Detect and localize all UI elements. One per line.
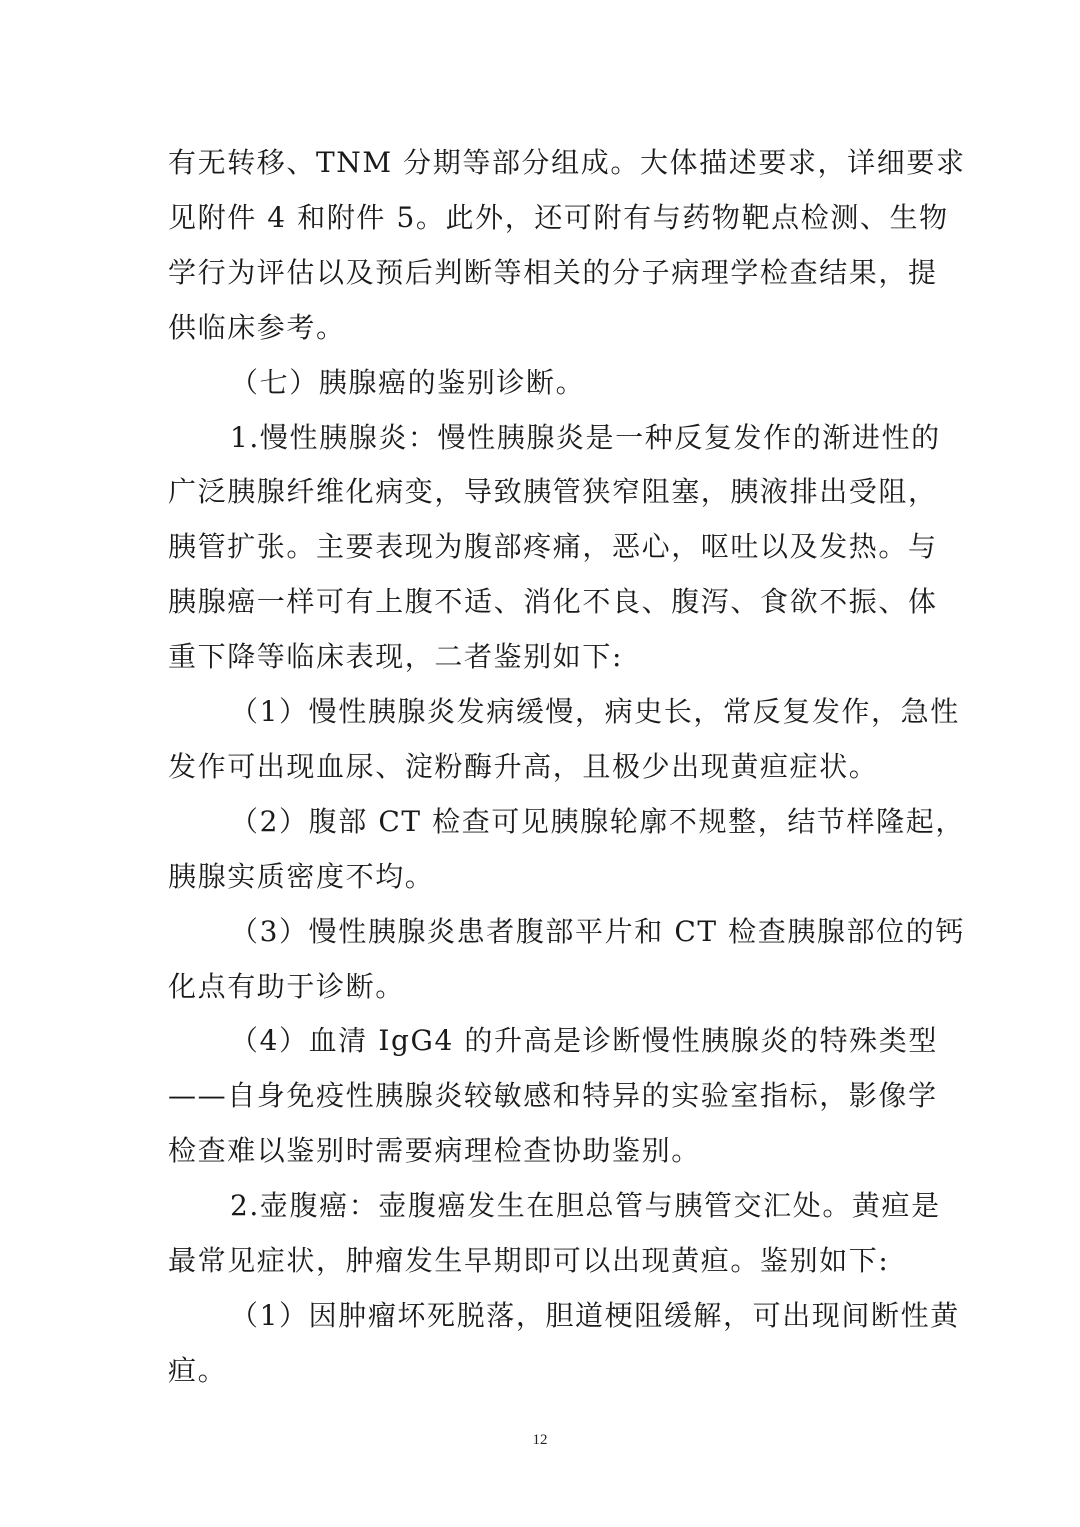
- text-line: 胰腺实质密度不均。: [168, 859, 435, 893]
- text-line: ——自身免疫性胰腺炎较敏感和特异的实验室指标，影像学: [168, 1079, 938, 1113]
- text-line: （3）慢性胰腺炎患者腹部平片和 CT 检查胰腺部位的钙: [230, 914, 965, 948]
- text-line: 重下降等临床表现，二者鉴别如下:: [168, 640, 624, 674]
- text-line: 最常见症状，肿瘤发生早期即可以出现黄疸。鉴别如下:: [168, 1244, 890, 1277]
- page-number: 12: [532, 1432, 548, 1448]
- text-line: 化点有助于诊断。: [168, 969, 405, 1003]
- text-line: 发作可出现血尿、淀粉酶升高，且极少出现黄疸症状。: [168, 749, 879, 783]
- text-line: 胰腺癌一样可有上腹不适、消化不良、腹泻、食欲不振、体: [168, 585, 938, 619]
- text-line: （1）慢性胰腺炎发病缓慢，病史长，常反复发作，急性: [230, 695, 960, 728]
- text-line: 2.壶腹癌：壶腹癌发生在胆总管与胰管交汇处。黄疸是: [230, 1189, 941, 1223]
- text-line: 广泛胰腺纤维化病变，导致胰管狭窄阻塞，胰液排出受阻，: [168, 475, 938, 509]
- text-line: （2）腹部 CT 检查可见胰腺轮廓不规整，结节样隆起，: [230, 804, 965, 838]
- text-line: 有无转移、TNM 分期等部分组成。大体描述要求，详细要求: [168, 146, 966, 179]
- text-line: 1.慢性胰腺炎：慢性胰腺炎是一种反复发作的渐进性的: [230, 420, 941, 454]
- text-line: 胰管扩张。主要表现为腹部疼痛，恶心，呕吐以及发热。与: [168, 530, 938, 564]
- text-line: （1）因肿瘤坏死脱落，胆道梗阻缓解，可出现间断性黄: [230, 1298, 960, 1332]
- text-line: 见附件 4 和附件 5。此外，还可附有与药物靶点检测、生物: [168, 200, 949, 234]
- text-line: 学行为评估以及预后判断等相关的分子病理学检查结果，提: [168, 255, 938, 289]
- text-line: 检查难以鉴别时需要病理检查协助鉴别。: [168, 1134, 701, 1168]
- section-heading: （七）胰腺癌的鉴别诊断。: [230, 365, 586, 399]
- text-line: 供临床参考。: [168, 310, 346, 344]
- text-line: （4）血清 IgG4 的升高是诊断慢性胰腺炎的特殊类型: [230, 1024, 938, 1058]
- text-line: 疸。: [168, 1353, 228, 1387]
